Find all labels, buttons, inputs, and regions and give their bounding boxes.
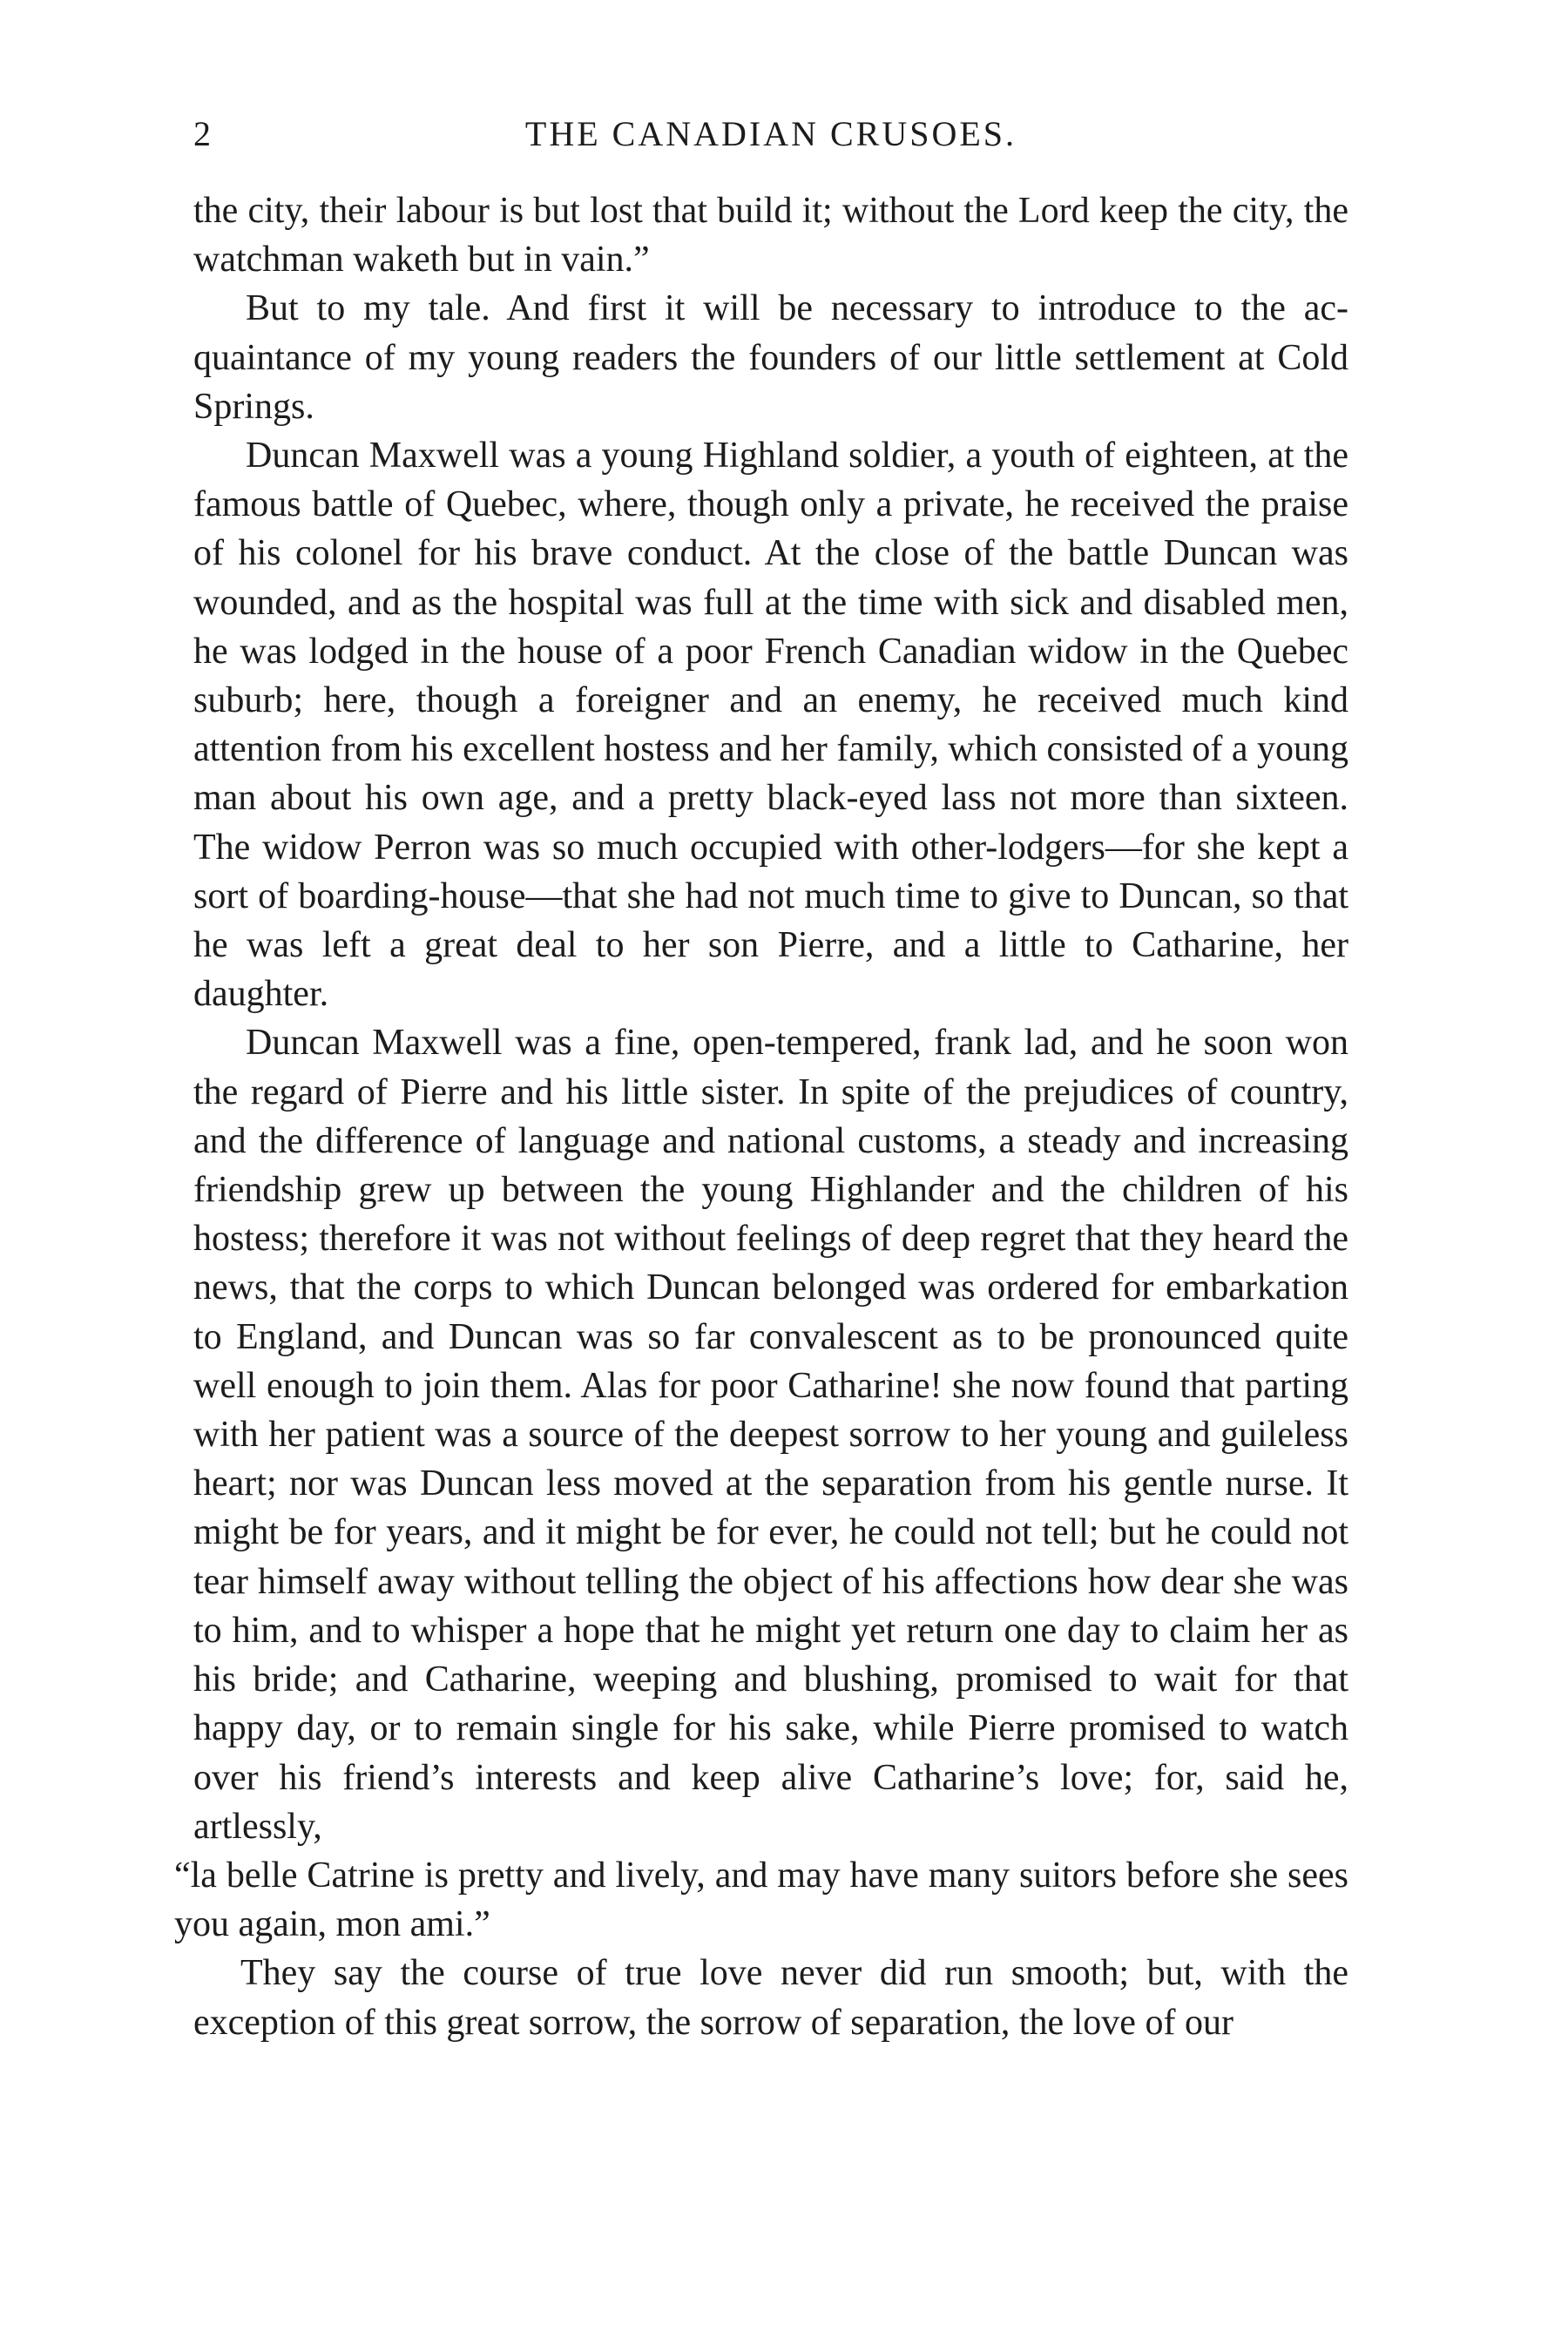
paragraph: Duncan Maxwell was a fine, open-tempered, frank lad, and he soon won the regard of Pierre and his little sister. In spite of the prejudices of country, and the difference of language and national customs, a steady and increasing friendship grew up between the young Highlander and the children of his hostess; therefore it was not without feelings of deep regret that they heard the news, that the corps to which Duncan belonged was ordered for embarkation to England, and Duncan was so far convalescent as to be pronounced quite well enough to join them. Alas for poor Catharine! she now found that parting with her patient was a source of the deepest sorrow to her young and guileless heart; nor was Duncan less moved at the separation from his gentle nurse. It might be for years, and it might be for ever, he could not tell; but he could not tear himself away without telling the object of his affections how dear she was to him, and to whisper a hope that he might yet return one day to claim her as his bride; and Catharine, weeping and blushing, promised to wait for that happy day, or to remain single for his sake, while Pierre promised to watch over his friend’s interests and keep alive Catharine’s love; for, said he, artlessly, <box>193 1023 1348 1847</box>
paragraph-quote-continuation: “la belle Catrine is pretty and lively, and may have many suitors before she sees you again, mon ami.” <box>174 1855 1348 1945</box>
page-number: 2 <box>193 114 211 153</box>
running-head <box>193 108 1348 160</box>
running-title: THE CANADIAN CRUSOES. <box>524 114 1017 153</box>
paragraph: They say the course of true love never did run smooth; but, with the exception of this great sorrow, the sorrow of separation, the love of our <box>193 1953 1348 2043</box>
paragraph: Duncan Maxwell was a young Highland soldier, a youth of eighteen, at the famous battle of Quebec, where, though only a private, he received the praise of his colonel for his brave conduct. At the close of the battle Duncan was wounded, and as the hospital was full at the time with sick and disabled men, he was lodged in the house of a poor French Canadian widow in the Quebec suburb; here, though a foreigner and an enemy, he received much kind attention from his excellent hostess and her family, which consisted of a young man about his own age, and a pretty black-eyed lass not more than sixteen. The widow Perron was so much occupied with other-lodgers—for she kept a sort of boarding-house—that she had not much time to give to Duncan, so that he was left a great deal to her son Pierre, and a little to Catharine, her daughter. <box>193 436 1348 1015</box>
body-text <box>174 186 1348 2047</box>
paragraph: But to my tale. And first it will be necessary to introduce to the acquaintance of my young readers the founders of our little settlement at Cold Springs. <box>193 288 1348 427</box>
paragraph-continued: the city, their labour is but lost that build it; without the Lord keep the city, the watchman waketh but in vain.” <box>193 191 1348 280</box>
